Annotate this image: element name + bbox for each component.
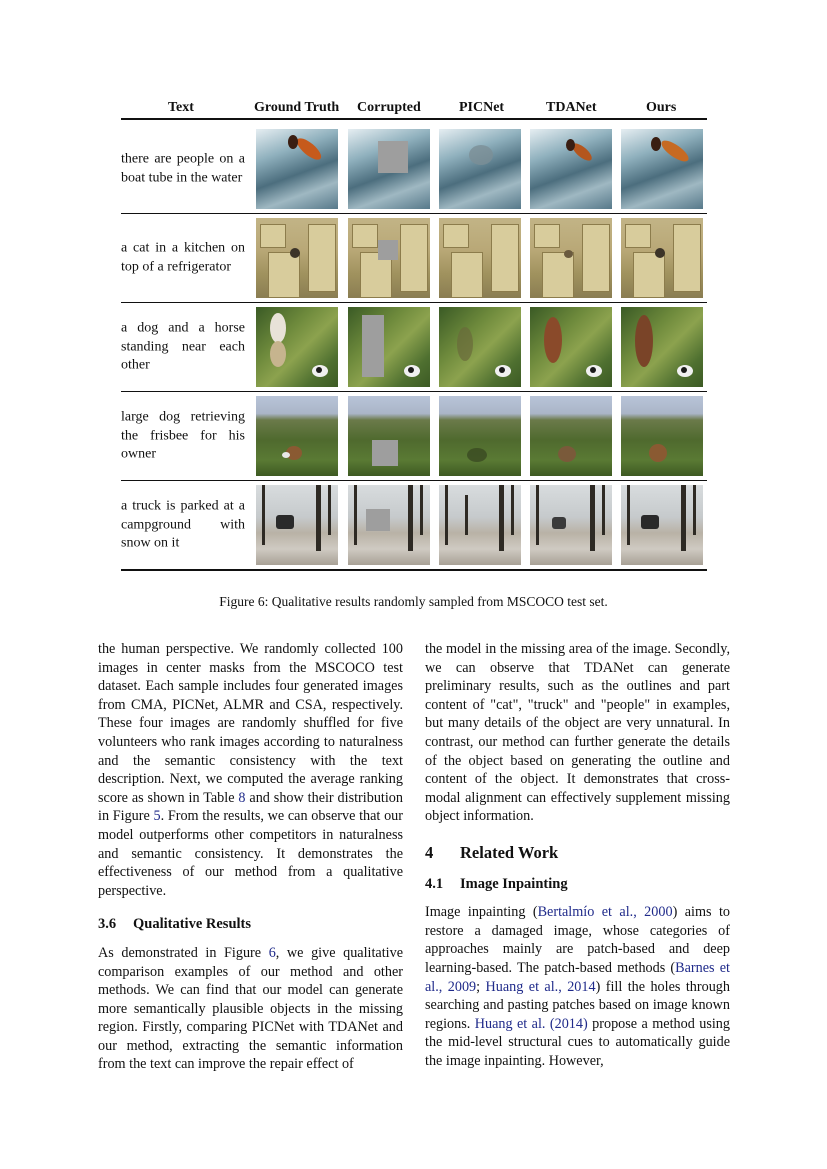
citation-link[interactable]: Bertalmío et al., 2000 [537, 904, 673, 921]
left-column [98, 640, 403, 1074]
header-picnet: PICNet [459, 100, 505, 115]
picnet-image [439, 307, 521, 387]
corrupted-image [348, 218, 430, 298]
row-caption: a cat in a kitchen on top of a refrigerator [121, 240, 245, 274]
table-reference-link[interactable]: 8 [238, 789, 246, 806]
corrupted-image [348, 129, 430, 209]
ground-truth-image [256, 218, 338, 298]
ground-truth-image [256, 129, 338, 209]
ours-image [621, 129, 703, 209]
ground-truth-image [256, 396, 338, 476]
figure-row [121, 481, 707, 571]
section-heading: 4 Related Work [425, 842, 559, 862]
tdanet-image [530, 307, 612, 387]
picnet-image [439, 396, 521, 476]
tdanet-image [530, 396, 612, 476]
tdanet-image [530, 218, 612, 298]
picnet-image [439, 218, 521, 298]
row-caption: there are people on a boat tube in the water [121, 151, 245, 185]
citation-link[interactable]: Barnes et al., 2009 [425, 959, 730, 995]
figure-row [121, 214, 707, 303]
header-corrupted: Corrupted [357, 100, 421, 115]
section-heading: 3.6 Qualitative Results [98, 916, 252, 933]
header-tdanet: TDANet [546, 100, 597, 115]
paragraph: the human perspective. We randomly collected 100 images in center masks from the MSCOCO test dataset. Each sample includes four generated images from CMA, PICNet, ALMR and CSA, respectively. These four images are randomly shuffled for five volunteers who rank images according to naturalness and the semantic consistency with the text description. Next, we computed the average ranking score as shown in Table 8 and show their distribution in Figure 5. From the results, we can observe that our model outperforms other competitors in naturalness and semantic consistency. It demonstrates the effectiveness of our method from a qualitative perspective. [98, 641, 403, 899]
ours-image [621, 218, 703, 298]
paragraph: the model in the missing area of the image. Secondly, we can observe that TDANet can generate preliminary results, such as the outlines and part content of "cat", "truck" and "people" in examples, but many details of the object are very unnatural. In contrast, our method can further generate the details of the object based on generating the outline and content of the object. It demonstrates that cross-modal alignment can effectively supplement missing object information. [425, 641, 730, 825]
figure-row [121, 303, 707, 392]
tdanet-image [530, 485, 612, 565]
row-caption: a dog and a horse standing near each other [121, 320, 245, 373]
figure-reference-link[interactable]: 5 [153, 808, 161, 825]
figure-6 [121, 98, 707, 571]
header-text: Text [168, 100, 194, 115]
corrupted-image [348, 396, 430, 476]
figure-header-row [121, 98, 707, 120]
picnet-image [439, 485, 521, 565]
figure-reference-link[interactable]: 6 [268, 944, 276, 961]
subsection-heading: 4.1 Image Inpainting [425, 875, 568, 892]
right-column [425, 640, 730, 1070]
tdanet-image [530, 129, 612, 209]
citation-link[interactable]: Huang et al., 2014 [485, 978, 596, 995]
ground-truth-image [256, 485, 338, 565]
picnet-image [439, 129, 521, 209]
paragraph: As demonstrated in Figure 6, we give qualitative comparison examples of our method and other methods. We can find that our model can generate more semantically plausible objects in the missing region. Firstly, comparing PICNet with TDANet and our method, extracting the semantic information from the text can improve the repair effect of [98, 944, 403, 1073]
figure-caption: Figure 6: Qualitative results randomly sampled from MSCOCO test set. [219, 594, 608, 609]
citation-link[interactable]: Huang et al. (2014) [474, 1015, 588, 1032]
ours-image [621, 485, 703, 565]
header-ground-truth: Ground Truth [254, 100, 340, 115]
paragraph: Image inpainting (Bertalmío et al., 2000) aims to restore a damaged image, whose categories of approaches mainly are patch-based and deep learning-based. The patch-based methods (Barnes et al., 2009; Huang et al., 2014) fill the holes through searching and pasting patches based on image known regions. Huang et al. (2014) propose a method using the mid-level structural cues to automatically guide the image inpainting. However, [425, 904, 730, 1069]
ours-image [621, 307, 703, 387]
corrupted-image [348, 485, 430, 565]
row-caption: a truck is parked at a campground with snow on it [121, 498, 245, 551]
corrupted-image [348, 307, 430, 387]
row-caption: large dog retrieving the frisbee for his owner [121, 409, 245, 462]
ours-image [621, 396, 703, 476]
ground-truth-image [256, 307, 338, 387]
header-ours: Ours [646, 100, 677, 115]
figure-row [121, 392, 707, 481]
figure-row [121, 125, 707, 214]
